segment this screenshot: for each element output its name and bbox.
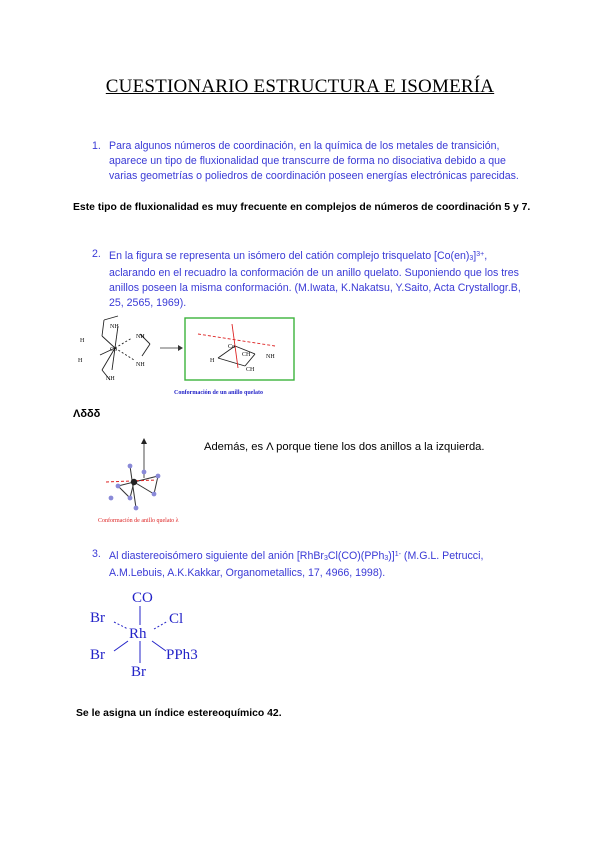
svg-text:NH: NH <box>266 354 275 360</box>
answer-3: Se le asigna un índice estereoquímico 42. <box>76 708 282 719</box>
figure-caption: Conformación de anillo quelato λ <box>98 518 179 524</box>
answer-2-text: Además, es Λ porque tiene los dos anillos a la izquierda. <box>204 441 485 453</box>
svg-text:NH: NH <box>136 334 145 340</box>
question-number: 3. <box>92 548 101 560</box>
question-text: En la figura se representa un isómero del catión complejo trisquelato [Co(en) <box>109 250 470 262</box>
arrow-icon <box>141 438 147 444</box>
svg-text:H: H <box>210 358 215 364</box>
svg-text:NH: NH <box>110 324 119 330</box>
question-text: Para algunos números de coordinación, en la química de los metales de transición, aparece un tipo de fluxionalidad que transcurre de forma no disociativa debido a que varias geometrías o poliedros de coordinación poseen energías electrónicas parecidas. <box>109 140 519 182</box>
svg-text:H: H <box>78 358 83 364</box>
svg-text:CH: CH <box>242 352 251 358</box>
svg-text:CO: CO <box>132 590 153 606</box>
svg-text:Br: Br <box>131 664 146 680</box>
question-3: 3. Al diastereoisómero siguiente del anión [RhBr$_3$Cl(CO)(PPh$_3$)]$^{1-}$ (M.G.L. Petrucci, A.M.Lebuis, A.K.Kakkar, Organometallics, 17, 4966, 1998). <box>92 548 484 579</box>
svg-text:Co: Co <box>228 344 236 350</box>
answer-2-symbol: Λδδδ <box>73 408 101 420</box>
question-2: 2. En la figura se representa un isómero del catión complejo trisquelato $[Co(en)_3]^{3+}$, aclarando en el recuadro la conformación de un anillo quelato. Suponiendo que los tres anillos poseen la misma conformación. (M.Iwata, K.Nakatsu, Y.Saito, Acta Crystallogr.B, 25, 2565, 1969). <box>92 248 521 309</box>
question-1 <box>92 139 529 184</box>
figure-caption: Conformación de un anillo quelato <box>174 390 264 396</box>
svg-text:Cl: Cl <box>169 611 184 627</box>
rh-complex-structure <box>86 585 226 685</box>
svg-text:CH: CH <box>246 367 255 373</box>
svg-text:H: H <box>80 338 85 344</box>
chelate-ring-conformation-figure <box>96 436 206 528</box>
svg-text:PPh3: PPh3 <box>166 647 198 663</box>
svg-text:NH: NH <box>106 376 115 382</box>
svg-text:Br: Br <box>90 647 105 663</box>
question-number: 2. <box>92 248 101 260</box>
svg-text:NH: NH <box>136 362 145 368</box>
question-text: Al diastereoisómero siguiente del anión [RhBr <box>109 550 324 562</box>
svg-text:Rh: Rh <box>129 626 147 642</box>
svg-text:Br: Br <box>90 610 105 626</box>
co-en3-structure-figure <box>70 312 302 398</box>
question-number: 1. <box>92 140 101 152</box>
svg-text:Co: Co <box>110 347 118 353</box>
answer-1: Este tipo de fluxionalidad es muy frecuente en complejos de números de coordinación 5 y 7. <box>73 202 531 213</box>
chelate-ring-box <box>185 318 294 380</box>
page-title: CUESTIONARIO ESTRUCTURA E ISOMERÍA <box>105 76 495 97</box>
